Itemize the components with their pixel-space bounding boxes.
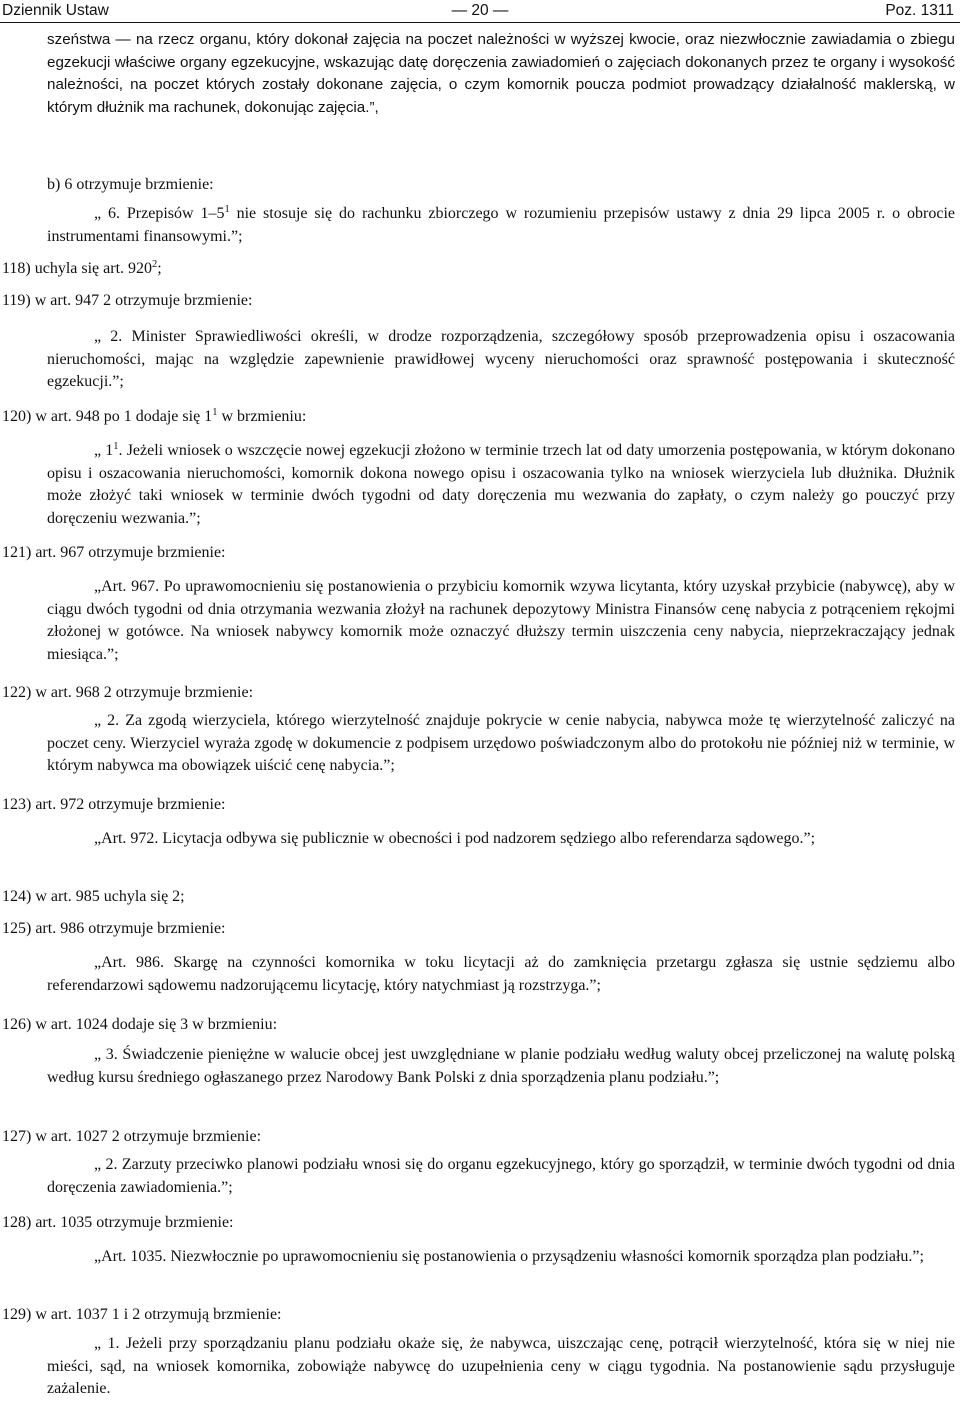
- quote-art-986: „Art. 986. Skargę na czynności komornika w toku licytacji aż do zamknięcia przetargu zgłasza się ustnie sędziemu albo referendarzowi sądowemu nadzorującemu licytację, który natychmiast ją rozstrzyga.”;: [47, 954, 955, 994]
- item-120-tail: w brzmieniu:: [217, 408, 307, 425]
- item-118-sup: 2: [152, 259, 158, 270]
- page-number: — 20 —: [451, 2, 509, 19]
- quote-par-6-main: „ 6. Przepisów 1–5: [94, 205, 225, 222]
- quote-par-3-art-1024: „ 3. Świadczenie pieniężne w walucie obcej jest uwzględniane w planie podziału według waluty obcej przeliczonej na walutę polską według kursu średniego ogłaszanego przez Narodowy Bank Polski z dnia sporządzenia planu podziału.”;: [47, 1046, 955, 1086]
- quote-par-6-tail: nie stosuje się do rachunku zbiorczego w rozumieniu przepisów ustawy z dnia 29 lipca 2005 r. o obrocie instrumentami finansowymi.”;: [47, 205, 955, 245]
- item-119: 119) w art. 947 2 otrzymuje brzmienie:: [2, 292, 253, 309]
- quote-par-2-art-947: „ 2. Minister Sprawiedliwości określi, w drodze rozporządzenia, szczegółowy sposób przeprowadzenia opisu i oszacowania nieruchomości, mając na względzie zapewnienie prawidłowej wyceny nieruchomości oraz sprawność postępowania i skuteczność egzekucji.”;: [47, 328, 955, 390]
- item-118-tail: ;: [157, 260, 162, 277]
- quote-par-2-art-1027: „ 2. Zarzuty przeciwko planowi podziału wnosi się do organu egzekucyjnego, który go sporządził, w terminie dwóch tygodni od dnia doręczenia zawiadomienia.”;: [47, 1156, 955, 1196]
- item-120: [2, 406, 306, 429]
- item-129: 129) w art. 1037 1 i 2 otrzymują brzmienie:: [2, 1306, 282, 1323]
- item-128: 128) art. 1035 otrzymuje brzmienie:: [2, 1214, 234, 1231]
- item-121: 121) art. 967 otrzymuje brzmienie:: [2, 544, 226, 561]
- quote-art-1035: „Art. 1035. Niezwłocznie po uprawomocnieniu się postanowienia o przysądzeniu własności komornik sporządza plan podziału.”;: [94, 1248, 924, 1265]
- quote-par-6: [47, 203, 955, 248]
- item-118-main: 118) uchyla się art. 920: [2, 260, 153, 277]
- quote-par-1-1-sup: 1: [113, 441, 119, 452]
- item-122: 122) w art. 968 2 otrzymuje brzmienie:: [2, 684, 254, 701]
- item-124: 124) w art. 985 uchyla się 2;: [2, 888, 185, 905]
- quote-par-6-sup: 1: [224, 204, 230, 215]
- item-b: b) 6 otrzymuje brzmienie:: [47, 176, 214, 193]
- quote-par-2-art-968: „ 2. Za zgodą wierzyciela, którego wierzytelność znajduje pokrycie w cenie nabycia, nabywca może tę wierzytelność zaliczyć na poczet ceny. Wierzyciel wyraża zgodę w dokumencie z podpisem urzędowo poświadczonym albo do protokołu nie później niż w terminie, w którym nabywca ma obowiązek uiścić cenę nabycia.”;: [47, 712, 955, 774]
- quote-par-1-1-tail: . Jeżeli wniosek o wszczęcie nowej egzekucji złożono w terminie trzech lat od daty umorzenia postępowania, w którym dokonano opisu i oszacowania nieruchomości, komornik dokona nowego opisu i oszacowania tylko na wniosek wierzyciela lub dłużnika. Dłużnik może złożyć taki wniosek w terminie dwóch tygodni od daty doręczenia mu wezwania do zapłaty, o czym należy go pouczyć przy doręczeniu wezwania.”;: [47, 442, 955, 527]
- header-rule: [0, 22, 960, 23]
- item-120-main: 120) w art. 948 po 1 dodaje się 1: [2, 408, 213, 425]
- paragraph-continuation: szeństwa — na rzecz organu, który dokonał zajęcia na poczet należności w wyższej kwocie, oraz niezwłocznie zawiadamia o zbiegu egzekucji właściwe organy egzekucyjne, wskazując datę doręczenia zawiadomień o zajęciach dokonanych przez te organy i wysokość należności, na poczet których zostały dokonane zajęcia, o czym komornik poucza podmiot prowadzący działalność maklerską, w którym dłużnik ma rachunek, dokonując zajęcia.”,: [47, 31, 955, 116]
- item-126: 126) w art. 1024 dodaje się 3 w brzmieniu:: [2, 1016, 278, 1033]
- item-125: 125) art. 986 otrzymuje brzmienie:: [2, 920, 226, 937]
- item-118: [2, 258, 162, 281]
- item-123: 123) art. 972 otrzymuje brzmienie:: [2, 796, 226, 813]
- journal-title: Dziennik Ustaw: [2, 2, 109, 19]
- quote-par-1-art-1037: „ 1. Jeżeli przy sporządzaniu planu podziału okaże się, że nabywca, uiszczając cenę, potrącił wierzytelność, która się w niej nie mieści, sąd, na wniosek komornika, zobowiąże nabywcę do uzupełnienia ceny w ciągu tygodnia. Na postanowienie sądu przysługuje zażalenie.: [47, 1335, 955, 1397]
- item-120-sup: 1: [212, 407, 218, 418]
- page-header: [0, 0, 960, 21]
- quote-art-972: „Art. 972. Licytacja odbywa się publicznie w obecności i pod nadzorem sędziego albo referendarza sądowego.”;: [94, 830, 816, 847]
- item-127: 127) w art. 1027 2 otrzymuje brzmienie:: [2, 1128, 262, 1145]
- quote-art-967: „Art. 967. Po uprawomocnieniu się postanowienia o przybiciu komornik wzywa licytanta, który uzyskał przybicie (nabywcę), aby w ciągu dwóch tygodni od dnia otrzymania wezwania złożył na rachunek depozytowy Ministra Finansów cenę nabycia z potrąceniem rękojmi złożonej w gotówce. Na wniosek nabywcy komornik może oznaczyć dłuższy termin uiszczenia ceny nabycia, nieprzekraczający jednak miesiąca.”;: [47, 578, 955, 663]
- quote-par-1-1-art-948: [47, 440, 955, 530]
- position-number: Poz. 1311: [885, 2, 954, 19]
- quote-par-1-1-main: „ 1: [94, 442, 114, 459]
